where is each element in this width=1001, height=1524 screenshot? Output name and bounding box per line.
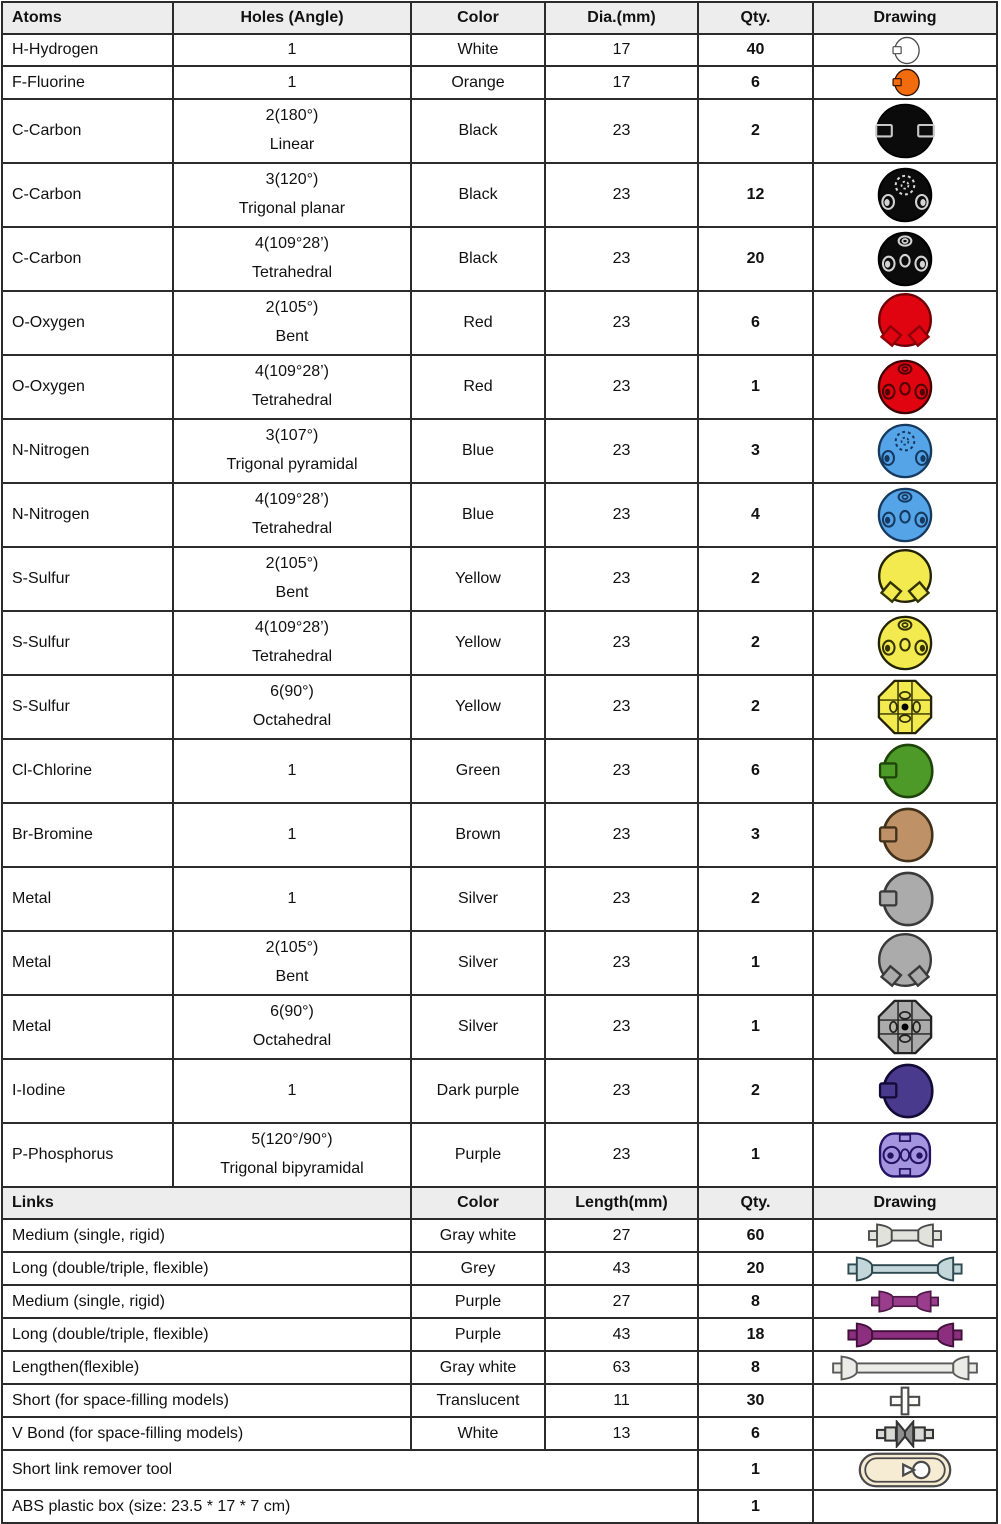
table-row — [2, 66, 997, 99]
sphere-6hole-icon — [876, 678, 934, 736]
table-row — [2, 995, 997, 1059]
geometry-label: Tetrahedral — [251, 648, 333, 665]
drawing-cell — [813, 675, 997, 739]
holes-cell — [173, 483, 411, 547]
atom-name-cell: O-Oxygen — [2, 291, 173, 355]
holes-angle: 1 — [287, 1082, 297, 1099]
color-cell: Dark purple — [411, 1059, 545, 1123]
color-cell: Gray white — [411, 1219, 545, 1252]
table-row — [2, 291, 997, 355]
drawing-cell — [813, 1450, 997, 1490]
links-header-drawing: Drawing — [813, 1187, 997, 1219]
holes-text — [174, 236, 410, 282]
holes-angle: 4(109°28’) — [255, 235, 329, 253]
qty-cell: 2 — [698, 1059, 813, 1123]
color-cell: Yellow — [411, 611, 545, 675]
holes-cell — [173, 1059, 411, 1123]
geometry-label: Trigonal planar — [238, 200, 346, 217]
color-cell: Purple — [411, 1285, 545, 1318]
table-row — [2, 1384, 997, 1417]
holes-angle: 1 — [287, 41, 297, 58]
holes-angle: 2(105°) — [265, 555, 319, 573]
links-header-qty: Qty. — [698, 1187, 813, 1219]
diameter-cell: 23 — [545, 611, 698, 675]
holes-text — [174, 890, 410, 908]
qty-cell: 2 — [698, 547, 813, 611]
holes-angle: 1 — [287, 826, 297, 843]
length-cell: 43 — [545, 1318, 698, 1351]
diameter-cell: 23 — [545, 1059, 698, 1123]
geometry-label: Octahedral — [252, 712, 332, 729]
table-row — [2, 931, 997, 995]
qty-cell: 18 — [698, 1318, 813, 1351]
sphere-6hole-icon — [876, 998, 934, 1056]
holes-text — [174, 826, 410, 844]
drawing-cell — [813, 419, 997, 483]
drawing-cell — [813, 483, 997, 547]
qty-cell: 8 — [698, 1351, 813, 1384]
atoms-header-qty: Qty. — [698, 2, 813, 34]
holes-angle: 6(90°) — [270, 1003, 314, 1021]
diameter-cell: 17 — [545, 34, 698, 66]
color-cell: White — [411, 34, 545, 66]
holes-cell — [173, 1123, 411, 1187]
link-long-icon — [845, 1256, 965, 1282]
diameter-cell: 23 — [545, 163, 698, 227]
atom-name-cell: S-Sulfur — [2, 675, 173, 739]
sphere-2hole-bent-icon — [875, 933, 935, 993]
atom-name-cell: P-Phosphorus — [2, 1123, 173, 1187]
atoms-table-body — [2, 34, 997, 1187]
sphere-2hole-linear-icon — [875, 101, 935, 161]
holes-cell — [173, 291, 411, 355]
holes-text — [174, 41, 410, 59]
holes-angle: 4(109°28’) — [255, 619, 329, 637]
qty-cell: 40 — [698, 34, 813, 66]
holes-text — [174, 300, 410, 346]
drawing-cell — [813, 803, 997, 867]
geometry-label: Bent — [275, 968, 309, 985]
color-cell: Silver — [411, 867, 545, 931]
drawing-cell — [813, 995, 997, 1059]
link-medium-icon — [869, 1290, 941, 1313]
link-name-cell: Medium (single, rigid) — [2, 1219, 411, 1252]
sphere-1hole-icon — [876, 806, 934, 864]
drawing-cell — [813, 611, 997, 675]
holes-text — [174, 940, 410, 986]
link-name-cell: V Bond (for space-filling models) — [2, 1417, 411, 1450]
qty-cell: 3 — [698, 419, 813, 483]
sphere-2hole-bent-icon — [875, 549, 935, 609]
drawing-cell — [813, 163, 997, 227]
atoms-header-row-group — [2, 2, 997, 34]
sphere-2hole-bent-icon — [875, 293, 935, 353]
holes-text — [174, 108, 410, 154]
length-cell: 63 — [545, 1351, 698, 1384]
drawing-cell — [813, 99, 997, 163]
qty-cell: 60 — [698, 1219, 813, 1252]
color-cell: Blue — [411, 419, 545, 483]
geometry-label: Tetrahedral — [251, 520, 333, 537]
atom-name-cell: O-Oxygen — [2, 355, 173, 419]
drawing-cell — [813, 931, 997, 995]
link-name-cell: Long (double/triple, flexible) — [2, 1318, 411, 1351]
table-row — [2, 419, 997, 483]
table-row — [2, 1059, 997, 1123]
holes-cell — [173, 66, 411, 99]
color-cell: Yellow — [411, 675, 545, 739]
qty-cell: 1 — [698, 1123, 813, 1187]
drawing-cell — [813, 355, 997, 419]
qty-cell: 2 — [698, 99, 813, 163]
color-cell: Red — [411, 291, 545, 355]
drawing-cell — [813, 1123, 997, 1187]
sphere-4hole-icon — [876, 230, 934, 288]
diameter-cell: 23 — [545, 931, 698, 995]
holes-angle: 2(180°) — [265, 107, 319, 125]
sphere-3hole-icon — [876, 166, 934, 224]
diameter-cell: 23 — [545, 867, 698, 931]
color-cell: Black — [411, 99, 545, 163]
drawing-cell — [813, 1318, 997, 1351]
link-name-cell: Short (for space-filling models) — [2, 1384, 411, 1417]
qty-cell: 20 — [698, 1252, 813, 1285]
qty-cell: 2 — [698, 675, 813, 739]
holes-cell — [173, 739, 411, 803]
links-header-color: Color — [411, 1187, 545, 1219]
color-cell: Yellow — [411, 547, 545, 611]
table-row — [2, 803, 997, 867]
holes-text — [174, 1004, 410, 1050]
atom-name-cell: I-Iodine — [2, 1059, 173, 1123]
holes-cell — [173, 803, 411, 867]
color-cell: Green — [411, 739, 545, 803]
color-cell: Red — [411, 355, 545, 419]
table-row — [2, 227, 997, 291]
table-row — [2, 675, 997, 739]
color-cell: Black — [411, 227, 545, 291]
atom-name-cell: Cl-Chlorine — [2, 739, 173, 803]
qty-cell: 2 — [698, 611, 813, 675]
table-row — [2, 1219, 997, 1252]
diameter-cell: 23 — [545, 291, 698, 355]
sphere-1hole-icon — [876, 870, 934, 928]
color-cell: Silver — [411, 931, 545, 995]
drawing-cell — [813, 1219, 997, 1252]
table-row — [2, 739, 997, 803]
holes-text — [174, 1132, 410, 1178]
holes-text — [174, 762, 410, 780]
qty-cell: 4 — [698, 483, 813, 547]
holes-angle: 1 — [287, 890, 297, 907]
table-row — [2, 483, 997, 547]
holes-angle: 4(109°28’) — [255, 363, 329, 381]
geometry-label: Bent — [275, 584, 309, 601]
holes-angle: 2(105°) — [265, 939, 319, 957]
color-cell: Translucent — [411, 1384, 545, 1417]
diameter-cell: 23 — [545, 355, 698, 419]
color-cell: Black — [411, 163, 545, 227]
sphere-5hole-icon — [876, 1126, 934, 1184]
qty-cell: 1 — [698, 1490, 813, 1523]
holes-cell — [173, 227, 411, 291]
links-header-row — [2, 1187, 997, 1219]
diameter-cell: 23 — [545, 547, 698, 611]
link-name-cell: Long (double/triple, flexible) — [2, 1252, 411, 1285]
sphere-1hole-icon — [876, 742, 934, 800]
qty-cell: 1 — [698, 931, 813, 995]
length-cell: 11 — [545, 1384, 698, 1417]
geometry-label: Trigonal pyramidal — [226, 456, 358, 473]
link-name-cell: Medium (single, rigid) — [2, 1285, 411, 1318]
holes-text — [174, 620, 410, 666]
table-row — [2, 1490, 997, 1523]
color-cell: Orange — [411, 66, 545, 99]
atom-name-cell: C-Carbon — [2, 227, 173, 291]
color-cell: Purple — [411, 1123, 545, 1187]
table-row — [2, 611, 997, 675]
sphere-1hole-icon — [876, 1062, 934, 1120]
diameter-cell: 23 — [545, 803, 698, 867]
color-cell: Gray white — [411, 1351, 545, 1384]
atom-name-cell: Br-Bromine — [2, 803, 173, 867]
holes-angle: 1 — [287, 762, 297, 779]
qty-cell: 1 — [698, 1450, 813, 1490]
sphere-3hole-icon — [876, 422, 934, 480]
link-name-cell: Lengthen(flexible) — [2, 1351, 411, 1384]
holes-text — [174, 1082, 410, 1100]
diameter-cell: 23 — [545, 227, 698, 291]
drawing-cell — [813, 739, 997, 803]
table-row — [2, 1285, 997, 1318]
holes-text — [174, 172, 410, 218]
qty-cell: 8 — [698, 1285, 813, 1318]
link-name-cell: Short link remover tool — [2, 1450, 698, 1490]
drawing-cell — [813, 1351, 997, 1384]
geometry-label: Octahedral — [252, 1032, 332, 1049]
table-row — [2, 355, 997, 419]
length-cell: 13 — [545, 1417, 698, 1450]
link-short-icon — [888, 1386, 922, 1416]
atom-name-cell: Metal — [2, 931, 173, 995]
qty-cell: 30 — [698, 1384, 813, 1417]
holes-cell — [173, 419, 411, 483]
qty-cell: 12 — [698, 163, 813, 227]
holes-angle: 2(105°) — [265, 299, 319, 317]
diameter-cell: 23 — [545, 1123, 698, 1187]
atoms-header-atoms: Atoms — [2, 2, 173, 34]
color-cell: White — [411, 1417, 545, 1450]
qty-cell: 2 — [698, 867, 813, 931]
table-row — [2, 547, 997, 611]
holes-cell — [173, 995, 411, 1059]
atom-name-cell: S-Sulfur — [2, 611, 173, 675]
holes-angle: 3(120°) — [265, 171, 319, 189]
sphere-1hole-icon — [891, 68, 920, 97]
link-medium-icon — [866, 1223, 944, 1248]
table-row — [2, 1417, 997, 1450]
links-header-length: Length(mm) — [545, 1187, 698, 1219]
links-header-row-group — [2, 1187, 997, 1219]
diameter-cell: 23 — [545, 739, 698, 803]
drawing-cell — [813, 547, 997, 611]
holes-angle: 3(107°) — [265, 427, 319, 445]
holes-text — [174, 74, 410, 92]
atom-name-cell: S-Sulfur — [2, 547, 173, 611]
atom-name-cell: Metal — [2, 995, 173, 1059]
holes-text — [174, 364, 410, 410]
qty-cell: 1 — [698, 355, 813, 419]
drawing-cell — [813, 1490, 997, 1523]
drawing-cell — [813, 1285, 997, 1318]
links-table-body — [2, 1219, 997, 1523]
color-cell: Blue — [411, 483, 545, 547]
length-cell: 27 — [545, 1285, 698, 1318]
holes-angle: 5(120°/90°) — [251, 1131, 333, 1149]
holes-text — [174, 428, 410, 474]
sphere-4hole-icon — [876, 358, 934, 416]
diameter-cell: 23 — [545, 995, 698, 1059]
geometry-label: Bent — [275, 328, 309, 345]
holes-text — [174, 556, 410, 602]
qty-cell: 6 — [698, 291, 813, 355]
drawing-cell — [813, 1059, 997, 1123]
qty-cell: 3 — [698, 803, 813, 867]
drawing-cell — [813, 1417, 997, 1450]
geometry-label: Tetrahedral — [251, 264, 333, 281]
holes-cell — [173, 355, 411, 419]
sphere-1hole-icon — [891, 36, 920, 65]
drawing-cell — [813, 1252, 997, 1285]
holes-cell — [173, 163, 411, 227]
atoms-header-drawing: Drawing — [813, 2, 997, 34]
table-row — [2, 1318, 997, 1351]
holes-cell — [173, 931, 411, 995]
sphere-4hole-icon — [876, 614, 934, 672]
color-cell: Silver — [411, 995, 545, 1059]
link-lengthen-icon — [829, 1355, 981, 1381]
diameter-cell: 23 — [545, 419, 698, 483]
holes-cell — [173, 867, 411, 931]
drawing-cell — [813, 867, 997, 931]
table-row — [2, 99, 997, 163]
color-cell: Purple — [411, 1318, 545, 1351]
diameter-cell: 23 — [545, 675, 698, 739]
holes-cell — [173, 611, 411, 675]
atoms-header-dia: Dia.(mm) — [545, 2, 698, 34]
links-header-links: Links — [2, 1187, 411, 1219]
diameter-cell: 23 — [545, 483, 698, 547]
diameter-cell: 17 — [545, 66, 698, 99]
atom-name-cell: Metal — [2, 867, 173, 931]
diameter-cell: 23 — [545, 99, 698, 163]
atom-name-cell: C-Carbon — [2, 99, 173, 163]
link-vbond-icon — [876, 1420, 934, 1448]
link-long-icon — [845, 1322, 965, 1348]
holes-text — [174, 492, 410, 538]
drawing-cell — [813, 227, 997, 291]
link-name-cell: ABS plastic box (size: 23.5 * 17 * 7 cm) — [2, 1490, 698, 1523]
atoms-header-holes: Holes (Angle) — [173, 2, 411, 34]
drawing-cell — [813, 291, 997, 355]
atom-name-cell: N-Nitrogen — [2, 483, 173, 547]
qty-cell: 6 — [698, 1417, 813, 1450]
atom-name-cell: C-Carbon — [2, 163, 173, 227]
spec-table — [1, 1, 998, 1524]
table-row — [2, 163, 997, 227]
color-cell: Brown — [411, 803, 545, 867]
holes-text — [174, 684, 410, 730]
table-row — [2, 1450, 997, 1490]
geometry-label: Linear — [269, 136, 315, 153]
drawing-cell — [813, 1384, 997, 1417]
drawing-cell — [813, 66, 997, 99]
holes-cell — [173, 675, 411, 739]
holes-cell — [173, 34, 411, 66]
qty-cell: 6 — [698, 66, 813, 99]
remover-tool-icon — [858, 1451, 952, 1489]
table-row — [2, 1123, 997, 1187]
color-cell: Grey — [411, 1252, 545, 1285]
table-row — [2, 1252, 997, 1285]
drawing-cell — [813, 34, 997, 66]
geometry-label: Trigonal bipyramidal — [220, 1160, 364, 1177]
table-row — [2, 1351, 997, 1384]
sphere-4hole-icon — [876, 486, 934, 544]
atom-name-cell: N-Nitrogen — [2, 419, 173, 483]
atoms-header-row — [2, 2, 997, 34]
table-row — [2, 34, 997, 66]
atoms-header-color: Color — [411, 2, 545, 34]
length-cell: 27 — [545, 1219, 698, 1252]
qty-cell: 1 — [698, 995, 813, 1059]
holes-angle: 4(109°28’) — [255, 491, 329, 509]
atom-name-cell: H-Hydrogen — [2, 34, 173, 66]
qty-cell: 20 — [698, 227, 813, 291]
length-cell: 43 — [545, 1252, 698, 1285]
geometry-label: Tetrahedral — [251, 392, 333, 409]
table-row — [2, 867, 997, 931]
qty-cell: 6 — [698, 739, 813, 803]
holes-cell — [173, 99, 411, 163]
atom-name-cell: F-Fluorine — [2, 66, 173, 99]
holes-angle: 6(90°) — [270, 683, 314, 701]
holes-angle: 1 — [287, 73, 297, 91]
holes-cell — [173, 547, 411, 611]
